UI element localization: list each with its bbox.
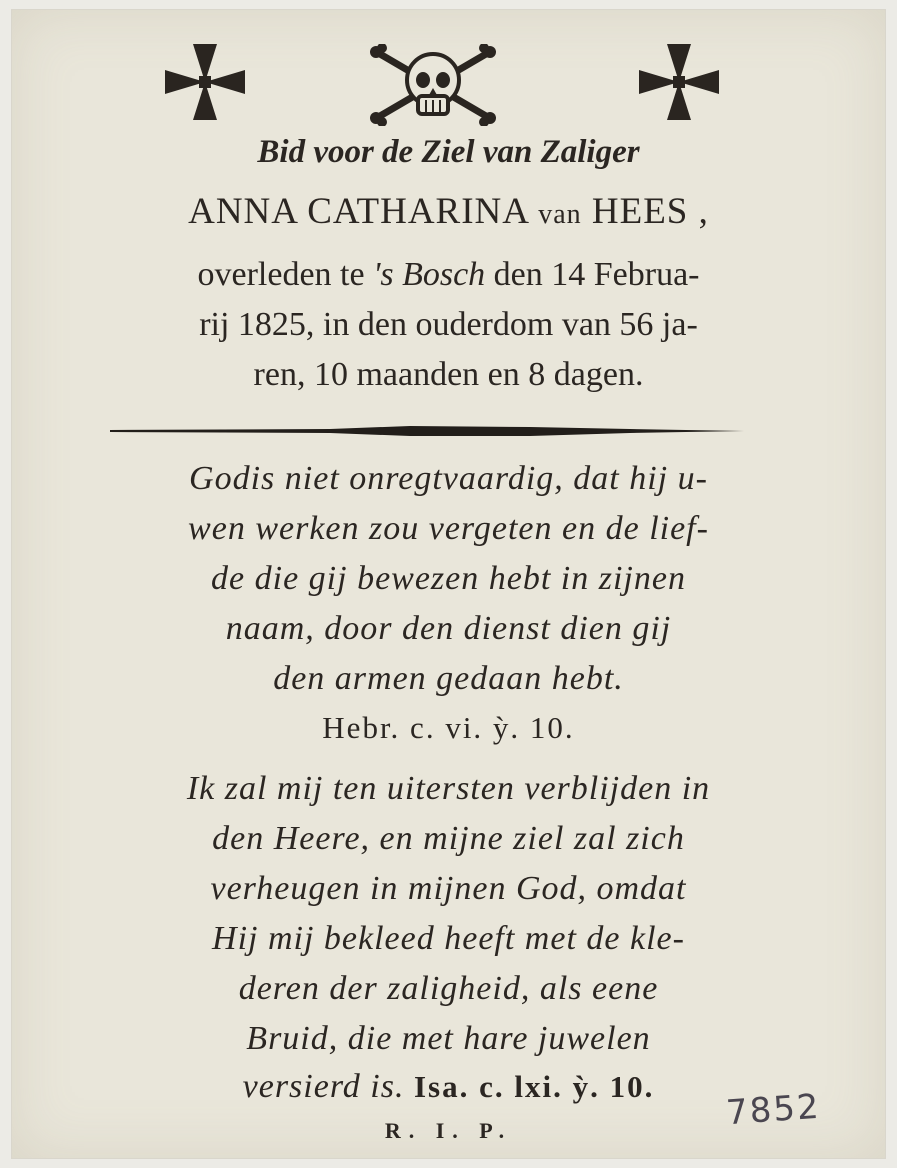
verse2-line: deren der zaligheid, als eene: [238, 970, 659, 1007]
verse1-line: de die gij bewezen hebt in zijnen: [211, 560, 686, 597]
death-details-line-3: ren, 10 maanden en 8 dagen.: [253, 356, 644, 393]
verse2-last-text: versierd is.: [242, 1068, 414, 1105]
verse2-line: Ik zal mij ten uitersten verblijden in: [186, 770, 711, 807]
verse2-line: Bruid, die met hare juwelen: [246, 1020, 651, 1057]
name-given: ANNA CATHARINA: [188, 191, 539, 232]
rip-text: R. I. P.: [384, 1118, 513, 1143]
skull-crossbones-icon: [368, 44, 498, 126]
cross-pattee-icon: [163, 42, 247, 122]
death-details-line-1: [0, 256, 897, 294]
verse2-reference: Isa. c. lxi. ỳ. 10.: [413, 1069, 655, 1104]
details-text-b: den 14 Februa-: [485, 256, 700, 293]
verse2-line: verheugen in mijnen God, omdat: [210, 870, 687, 907]
prayer-line: Bid voor de Ziel van Zaliger: [257, 134, 640, 170]
cross-pattee-icon: [637, 42, 721, 122]
death-details-line-2: rij 1825, in den ouderdom van 56 ja-: [199, 306, 698, 343]
verse2-line: Hij mij bekleed heeft met de kle-: [212, 920, 685, 957]
divider-rule: [110, 424, 744, 438]
verse1-line: Godis niet onregtvaardig, dat hij u-: [189, 460, 708, 497]
name-particle: van: [538, 199, 582, 230]
verse2-line: den Heere, en mijne ziel zal zich: [212, 820, 685, 857]
verse1-line: wen werken zou vergeten en de lief-: [188, 510, 709, 547]
verse1-line: den armen gedaan hebt.: [273, 660, 624, 697]
deceased-name: [0, 190, 897, 233]
handwritten-number: 7852: [724, 1086, 822, 1134]
verse1-line: naam, door den dienst dien gij: [225, 610, 672, 647]
details-text-a: overleden te: [197, 256, 374, 293]
verse1-reference: Hebr. c. vi. ỳ. 10.: [322, 710, 575, 745]
name-surname: HEES ,: [581, 191, 709, 232]
place-of-death: 's Bosch: [373, 256, 486, 293]
